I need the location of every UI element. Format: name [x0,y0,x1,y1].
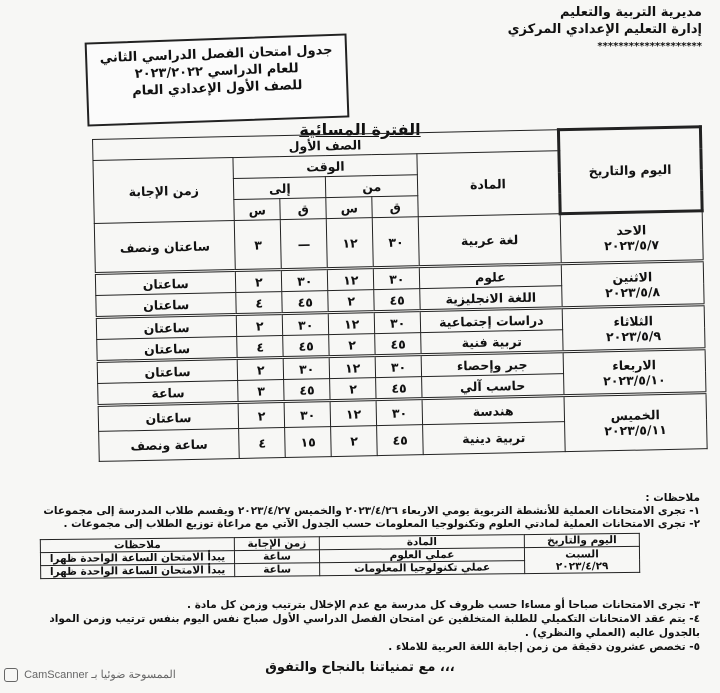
to-min-cell: ٣٠ [282,269,328,292]
to-hr-cell: ٢ [238,402,285,429]
note-2: ٢- تجرى الامتحانات العملية لمادتي العلوم وتكنولوجيا المعلومات حسب الجدول الآتي مع مراعاة توزيع الطلاب إلى مجموعات . [63,518,700,530]
from-min-cell: ٣٠ [375,355,421,378]
day-name: الاربعاء [612,356,657,373]
duration-cell: ساعتان ونصف [94,221,235,274]
header-line1: مديرية التربية والتعليم [559,5,702,20]
to-hr-cell: ٢ [237,314,283,337]
directorate-header [508,4,702,55]
exam-schedule-table [92,125,709,462]
from-hr-cell: ١٢ [326,218,373,269]
day-name: الثلاثاء [613,312,654,329]
to-min-cell: ١٥ [285,427,332,458]
unit-from-hr: س [326,197,372,219]
header-to: إلى [234,177,326,200]
notes-section [20,492,700,531]
practical-duration: ساعة [234,550,319,564]
from-hr-cell: ١٢ [328,312,374,335]
from-min-cell: ٤٥ [374,289,420,312]
unit-from-min: ق [372,196,418,218]
from-min-cell: ٣٠ [374,311,420,334]
note-3: ٣- تجرى الامتحانات صباحا أو مساءا حسب ظروف كل مدرسة مع عدم الإخلال بترتيب وزمن كل مادة . [187,599,700,611]
from-hr-cell: ٢ [328,290,374,313]
practical-header-subject: المادة [319,535,524,550]
header-grade: الصف الأول [93,130,559,161]
from-min-cell: ٣٠ [376,399,423,426]
day-name: الاحد [616,221,647,238]
camscanner-watermark [4,668,254,688]
from-hr-cell: ١٢ [329,356,375,379]
subject-cell: حاسب آلي [422,374,564,399]
from-min-cell: ٣٠ [374,267,420,290]
camscanner-logo-icon [4,668,18,682]
duration-cell: ساعة [98,380,239,405]
day-cell [560,211,703,264]
note-1: ١- تجرى الامتحانات العملية للأنشطة التربوية يومي الاربعاء ٢٠٢٣/٤/٢٦ والخميس ٢٠٢٣/٤/٢٧ ويقسم طلاب المدرسة إلى مجموعات [43,505,700,517]
exam-title-box [85,33,350,126]
to-min-cell: ٤٥ [282,291,328,314]
to-min-cell: ٤٥ [283,335,329,358]
duration-cell: ساعتان [97,337,238,362]
to-min-cell: ٤٥ [284,379,330,402]
subject-cell: اللغة الانجليزية [420,286,562,311]
subject-cell: لغة عربية [418,214,560,267]
note-4: ٤- يتم عقد الامتحانات التكميلي للطلبة المتخلفين عن امتحان الفصل الدراسي الأول صباح نفس اليوم بنفس ترتيب وزمن المواد بالجدول عاليه (العملي والنظري) . [49,613,700,639]
header-line2: إدارة التعليم الإعدادي المركزي [507,22,702,37]
header-day: اليوم والتاريخ [558,127,702,214]
unit-to-min: ق [280,198,326,220]
to-hr-cell: ٤ [236,292,282,315]
closing-wish: مع تمنياتنا بالنجاح والتفوق ،،، [265,660,455,675]
unit-to-hr: س [234,199,280,221]
duration-cell: ساعتان [96,293,237,318]
day-cell [564,393,708,452]
from-min-cell: ٤٥ [377,425,424,456]
title-line3: للصف الأول الإعدادي العام [131,78,303,99]
to-min-cell: ٣٠ [284,401,331,428]
subject-cell: دراسات إجتماعية [420,308,562,333]
header-stars: ******************** [597,41,702,52]
practical-note: يبدأ الامتحان الساعة الواحدة ظهرا [40,551,234,566]
day-cell [562,305,705,352]
duration-cell: ساعتان [96,315,237,340]
period-label: الفترة المسائية [299,120,421,139]
from-min-cell: ٤٥ [375,333,421,356]
from-hr-cell: ٢ [330,378,376,401]
from-min-cell: ٣٠ [372,217,419,268]
day-name: الخميس [610,407,660,424]
header-time: الوقت [233,154,417,179]
practical-note: يبدأ الامتحان الساعة الواحدة ظهرا [41,564,235,579]
practical-subject: عملي العلوم [319,548,524,563]
practical-exams-table [40,533,640,579]
note-5: ٥- تخصص عشرون دقيقة من زمن إجابة اللغة العربية للاملاء . [388,641,700,653]
to-hr-cell: ٤ [237,336,283,359]
camscanner-app-name: CamScanner [24,669,89,681]
title-line2: للعام الدراسي ٢٠٢٣/٢٠٢٢ [134,61,299,82]
subject-cell: علوم [419,264,561,289]
practical-day: السبت [565,547,599,561]
subject-cell: تربية فنية [421,330,563,355]
to-hr-cell: ٢ [237,358,283,381]
duration-cell: ساعتان [97,359,238,384]
day-date: ٢٠٢٣/٥/٧ [604,236,660,253]
to-hr-cell: ٤ [239,428,286,459]
day-cell [563,349,706,396]
camscanner-text: الممسوحة ضوئيا بـ [91,669,176,681]
day-cell [561,261,704,308]
practical-duration: ساعة [235,563,320,577]
from-hr-cell: ٢ [331,426,378,457]
day-name: الاثنين [612,268,653,285]
from-hr-cell: ١٢ [328,268,374,291]
header-from: من [326,175,418,198]
subject-cell: تربية دينية [423,422,565,455]
to-hr-cell: ٢ [236,270,282,293]
duration-cell: ساعة ونصف [99,428,240,461]
duration-cell: ساعتان [98,402,239,431]
to-min-cell: — [281,219,328,270]
to-min-cell: ٣٠ [282,313,328,336]
practical-day-cell [524,546,639,573]
practical-date: ٢٠٢٣/٤/٢٩ [555,559,609,573]
to-hr-cell: ٣ [235,220,282,271]
day-date: ٢٠٢٣/٥/١١ [604,422,667,439]
day-date: ٢٠٢٣/٥/٩ [605,327,662,344]
to-hr-cell: ٣ [238,380,284,403]
to-min-cell: ٣٠ [283,357,329,380]
duration-cell: ساعتان [95,271,236,296]
day-date: ٢٠٢٣/٥/١٠ [603,371,666,388]
from-min-cell: ٤٥ [376,377,422,400]
from-hr-cell: ١٢ [330,400,377,427]
notes-section-2 [20,598,700,654]
title-line1: جدول امتحان الفصل الدراسي الثاني [99,42,333,67]
practical-header-duration: زمن الإجابة [234,537,319,551]
from-hr-cell: ٢ [329,334,375,357]
header-duration: زمن الإجابة [93,158,235,224]
practical-header-day: اليوم والتاريخ [524,533,639,547]
notes-heading: ملاحظات : [645,492,700,504]
practical-header-notes: ملاحظات [40,538,234,553]
header-subject: المادة [417,151,560,217]
practical-subject: عملي تكنولوجيا المعلومات [320,561,525,576]
day-date: ٢٠٢٣/٥/٨ [604,283,661,300]
subject-cell: هندسة [422,396,564,425]
subject-cell: جبر وإحصاء [421,352,563,377]
